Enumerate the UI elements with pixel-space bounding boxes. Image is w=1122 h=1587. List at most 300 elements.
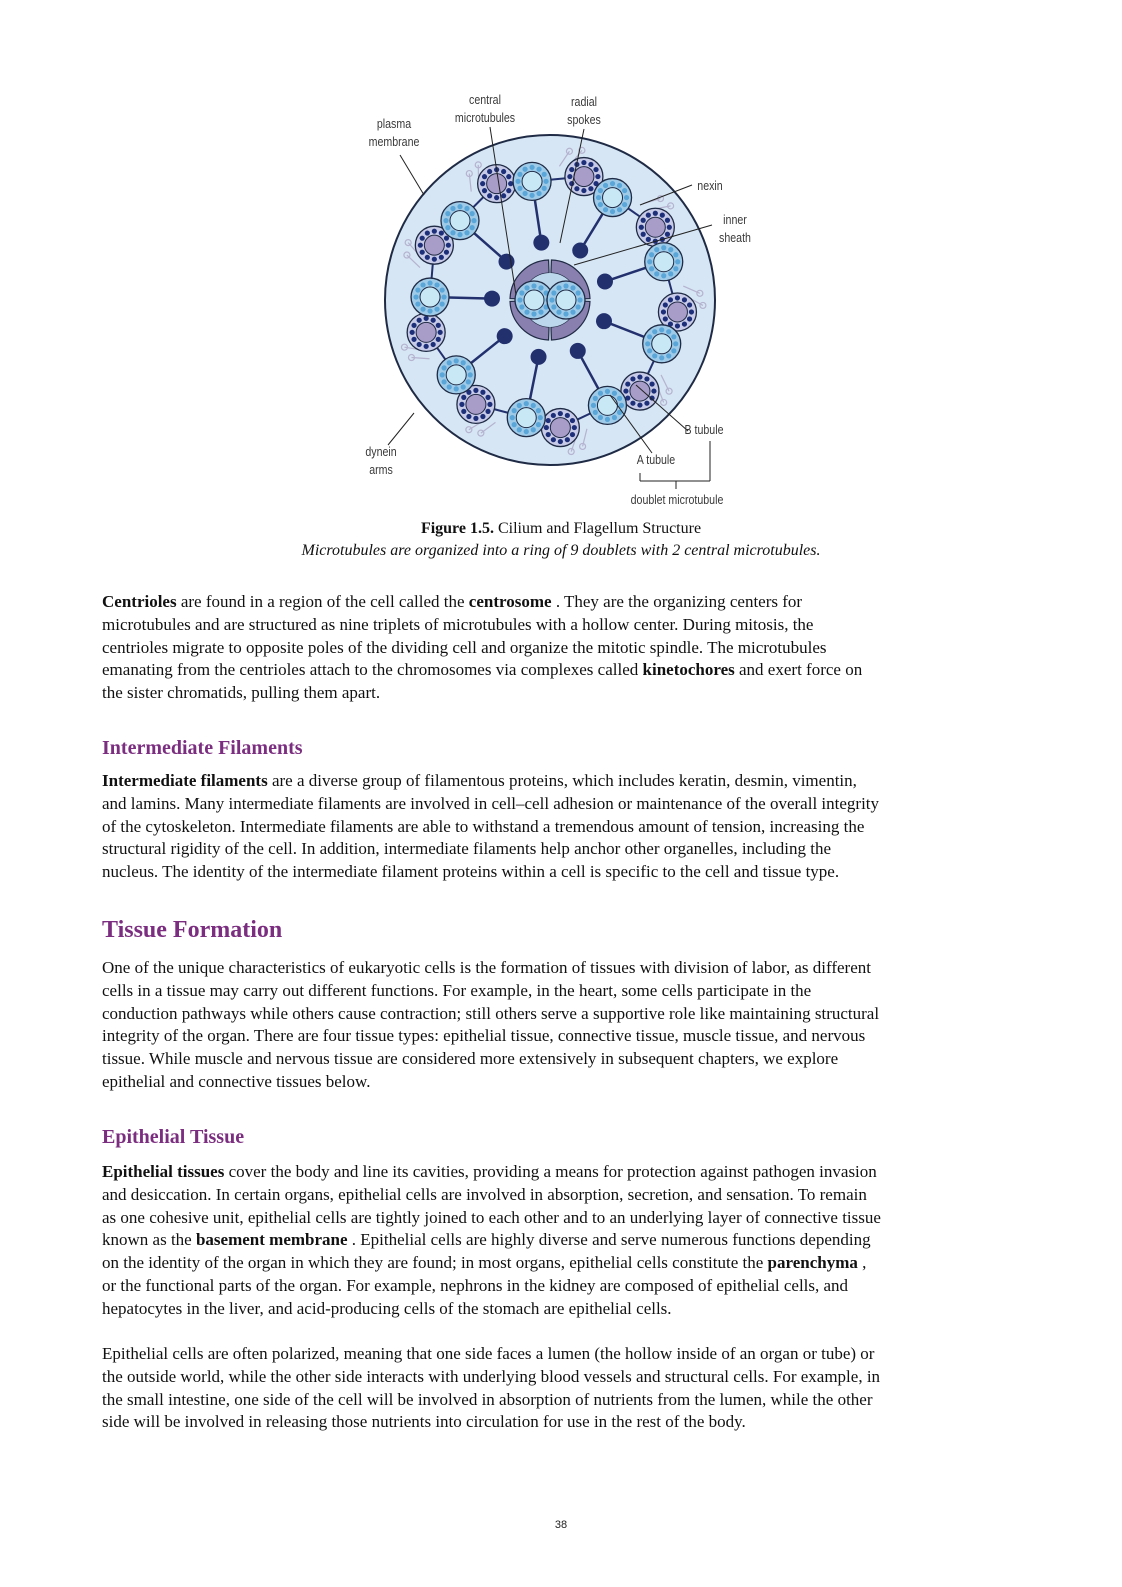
a-tubule-protofilament bbox=[612, 391, 617, 396]
b-tubule-protofilament bbox=[425, 230, 430, 235]
text-line bbox=[102, 1071, 1022, 1094]
b-tubule-protofilament bbox=[663, 316, 668, 321]
b-tubule-protofilament bbox=[546, 418, 551, 423]
a-tubule-protofilament bbox=[434, 307, 439, 312]
a-tubule-protofilament bbox=[536, 167, 541, 172]
a-tubule-protofilament bbox=[517, 403, 522, 408]
a-tubule-protofilament bbox=[457, 232, 462, 237]
label-line: sheath bbox=[719, 231, 751, 245]
a-tubule-protofilament bbox=[536, 191, 541, 196]
text-run: Epithelial cells are often polarized, meaning that one side faces a lumen (the hollow inside of an organ or tube) or bbox=[102, 1344, 875, 1363]
central-microtubule-protofilament bbox=[549, 297, 554, 302]
a-tubule-protofilament bbox=[443, 218, 448, 223]
leader-plasma-membrane bbox=[400, 155, 424, 195]
a-tubule-protofilament bbox=[454, 358, 459, 363]
text-run: structural rigidity of the cell. In addition, intermediate filaments help anchor other organelles, including the bbox=[102, 839, 832, 859]
label-line: inner bbox=[723, 213, 747, 227]
a-tubule-protofilament bbox=[605, 417, 610, 422]
a-tubule-protofilament bbox=[671, 334, 676, 339]
b-tubule-protofilament bbox=[487, 169, 492, 174]
b-tubule-protofilament bbox=[667, 225, 672, 230]
a-tubule-protofilament bbox=[461, 360, 466, 365]
a-tubule-protofilament bbox=[517, 172, 522, 177]
b-tubule-protofilament bbox=[595, 174, 600, 179]
b-tubule-protofilament bbox=[565, 437, 570, 442]
a-tubule-protofilament bbox=[666, 329, 671, 334]
a-tubule-protofilament bbox=[434, 282, 439, 287]
b-tubule-protofilament bbox=[425, 255, 430, 260]
spoke-head bbox=[572, 242, 588, 258]
a-tubule-protofilament bbox=[591, 403, 596, 408]
a-tubule-protofilament bbox=[649, 266, 654, 271]
heading-epithelial-tissue: Epithelial Tissue bbox=[102, 1126, 245, 1148]
b-tubule-protofilament bbox=[482, 188, 487, 193]
text-run: as one cohesive unit, epithelial cells are tightly joined to each other and to an underlying layer of connective tissue bbox=[102, 1207, 881, 1227]
spoke-head bbox=[596, 313, 612, 329]
text-run: cells in a tissue may carry out different functions. For example, in the heart, some cells participate in the bbox=[102, 980, 812, 1000]
text-line bbox=[102, 682, 1022, 705]
a-tubule-protofilament bbox=[464, 230, 469, 235]
text-run: are found in a region of the cell called the bbox=[176, 592, 469, 611]
central-microtubule-lumen bbox=[556, 290, 576, 310]
leader-dynein-arms bbox=[388, 413, 414, 445]
text-run: the sister chromatids, pulling them apart. bbox=[102, 683, 381, 703]
a-tubule-protofilament bbox=[610, 209, 615, 214]
a-tubule-protofilament bbox=[427, 308, 432, 313]
a-tubule-protofilament bbox=[654, 247, 659, 252]
a-tubule-protofilament bbox=[661, 245, 666, 250]
a-tubule-protofilament bbox=[415, 301, 420, 306]
b-tubule-protofilament bbox=[417, 318, 422, 323]
a-tubule-protofilament bbox=[517, 186, 522, 191]
a-tubule-protofilament bbox=[471, 218, 476, 223]
a-tubule-protofilament bbox=[470, 225, 475, 230]
text-run: cover the body and line its cavities, providing a means for protection against pathogen invasion bbox=[224, 1162, 877, 1181]
b-tubule-protofilament bbox=[574, 186, 579, 191]
a-tubule-protofilament bbox=[440, 287, 445, 292]
b-tubule-protofilament bbox=[506, 188, 511, 193]
a-tubule-protofilament bbox=[512, 408, 517, 413]
b-tubule-protofilament bbox=[630, 376, 635, 381]
b-tubule-protofilament bbox=[660, 213, 665, 218]
a-tubule-protofilament bbox=[617, 183, 622, 188]
b-tubule-protofilament bbox=[663, 302, 668, 307]
a-tubule-protofilament bbox=[536, 422, 541, 427]
a-tubule-protofilament bbox=[536, 408, 541, 413]
a-tubule-protofilament bbox=[612, 415, 617, 420]
a-tubule-protofilament bbox=[450, 230, 455, 235]
a-tubule-protofilament bbox=[413, 294, 418, 299]
label-b-tubule bbox=[679, 421, 730, 439]
b-tubule-protofilament bbox=[544, 425, 549, 430]
b-tubule-protofilament bbox=[487, 193, 492, 198]
a-tubule-protofilament bbox=[649, 252, 654, 257]
a-tubule-protofilament bbox=[454, 386, 459, 391]
a-tubule-protofilament bbox=[415, 287, 420, 292]
text-line bbox=[102, 793, 1022, 816]
central-microtubule-protofilament bbox=[524, 310, 529, 315]
a-tubule-protofilament bbox=[596, 195, 601, 200]
b-tubule-protofilament bbox=[551, 413, 556, 418]
text-run: side will be involved in releasing those nutrients into circulation for use in the rest of the body. bbox=[102, 1412, 746, 1432]
a-tubule-protofilament bbox=[515, 179, 520, 184]
b-tubule-protofilament bbox=[581, 160, 586, 165]
key-term: Centrioles bbox=[102, 592, 177, 611]
a-tubule-protofilament bbox=[538, 415, 543, 420]
label-line: dynein bbox=[365, 445, 397, 459]
b-tubule-lumen bbox=[630, 381, 650, 401]
b-tubule-protofilament bbox=[461, 409, 466, 414]
b-tubule-protofilament bbox=[411, 323, 416, 328]
central-microtubule-protofilament bbox=[519, 304, 524, 309]
b-tubule-lumen bbox=[466, 394, 486, 414]
b-tubule-protofilament bbox=[558, 439, 563, 444]
b-tubule-protofilament bbox=[625, 381, 630, 386]
a-tubule-protofilament bbox=[598, 415, 603, 420]
spoke-head bbox=[570, 343, 586, 359]
b-tubule-protofilament bbox=[593, 167, 598, 172]
b-tubule-protofilament bbox=[431, 342, 436, 347]
text-line bbox=[102, 1025, 1022, 1048]
a-tubule-protofilament bbox=[542, 186, 547, 191]
text-line bbox=[102, 1343, 1022, 1366]
a-tubule-protofilament bbox=[531, 403, 536, 408]
text-run: and exert force on bbox=[734, 660, 863, 680]
a-tubule-protofilament bbox=[529, 165, 534, 170]
spoke-head bbox=[497, 328, 513, 344]
b-tubule-protofilament bbox=[687, 316, 692, 321]
b-tubule-protofilament bbox=[485, 409, 490, 414]
b-tubule-protofilament bbox=[459, 402, 464, 407]
a-tubule-protofilament bbox=[445, 211, 450, 216]
b-tubule-protofilament bbox=[431, 318, 436, 323]
b-tubule-protofilament bbox=[446, 243, 451, 248]
label-doublet-microtubule bbox=[622, 491, 733, 509]
b-tubule-protofilament bbox=[644, 376, 649, 381]
central-microtubule-protofilament bbox=[570, 310, 575, 315]
a-tubule-protofilament bbox=[617, 207, 622, 212]
text-line bbox=[102, 614, 1022, 637]
b-tubule-protofilament bbox=[506, 174, 511, 179]
text-run: microtubules and are structured as nine triplets of microtubules with a hollow center. During mitosis, the bbox=[102, 614, 814, 634]
a-tubule-lumen bbox=[450, 211, 470, 231]
a-tubule-protofilament bbox=[647, 259, 652, 264]
b-tubule-lumen bbox=[574, 167, 594, 187]
text-run: , bbox=[857, 1253, 867, 1273]
b-tubule-protofilament bbox=[665, 232, 670, 237]
text-run: the small intestine, one side of the cell will be involved in absorption of nutrients from the lumen, while the other bbox=[102, 1389, 873, 1409]
b-tubule-lumen bbox=[550, 418, 570, 438]
text-run: emanating from the centrioles attach to the chromosomes via complexes called bbox=[102, 660, 643, 680]
text-run: or the functional parts of the organ. For example, nephrons in the kidney are composed of epithelial cells, and bbox=[102, 1275, 849, 1295]
b-tubule-protofilament bbox=[675, 323, 680, 328]
spoke-head bbox=[533, 235, 549, 251]
a-tubule-protofilament bbox=[441, 365, 446, 370]
text-line bbox=[102, 838, 1022, 861]
text-line bbox=[102, 980, 1022, 1003]
b-tubule-lumen bbox=[424, 235, 444, 255]
label-radial-spokes bbox=[559, 93, 610, 129]
text-run: and lamins. Many intermediate filaments are involved in cell–cell adhesion or maintenance of the overall integrity bbox=[102, 793, 880, 813]
b-tubule-protofilament bbox=[581, 188, 586, 193]
a-tubule-protofilament bbox=[466, 365, 471, 370]
spoke-head bbox=[597, 274, 613, 290]
central-microtubule-protofilament bbox=[563, 311, 568, 316]
b-tubule-protofilament bbox=[480, 181, 485, 186]
b-tubule-protofilament bbox=[439, 230, 444, 235]
a-tubule-protofilament bbox=[440, 301, 445, 306]
b-tubule-protofilament bbox=[637, 374, 642, 379]
a-tubule-lumen bbox=[516, 408, 536, 428]
b-tubule-protofilament bbox=[480, 414, 485, 419]
paragraph-centrioles bbox=[102, 591, 1022, 705]
b-tubule-protofilament bbox=[418, 243, 423, 248]
a-tubule-protofilament bbox=[441, 379, 446, 384]
paragraph-epithelial-tissue-2 bbox=[102, 1343, 1022, 1434]
a-tubule-protofilament bbox=[598, 188, 603, 193]
heading-tissue-formation: Tissue Formation bbox=[102, 917, 283, 943]
b-tubule-protofilament bbox=[646, 213, 651, 218]
label-line: radial bbox=[570, 95, 597, 109]
text-line bbox=[102, 861, 1022, 884]
key-term: centrosome bbox=[468, 592, 552, 611]
text-line bbox=[102, 957, 1022, 980]
text-run: . Epithelial cells are highly diverse and serve numerous functions depending bbox=[347, 1230, 871, 1250]
b-tubule-protofilament bbox=[466, 414, 471, 419]
a-tubule-protofilament bbox=[673, 266, 678, 271]
a-tubule-protofilament bbox=[598, 391, 603, 396]
figure-caption-subtitle: Microtubules are organized into a ring of 9 doublets with 2 central microtubules. bbox=[301, 542, 821, 559]
text-run: epithelial and connective tissues below. bbox=[102, 1071, 371, 1091]
paragraph-intermediate-filaments bbox=[102, 770, 1022, 884]
cilium-flagellum-diagram bbox=[340, 85, 780, 515]
label-a-tubule bbox=[631, 451, 682, 469]
a-tubule-protofilament bbox=[510, 415, 515, 420]
a-tubule-protofilament bbox=[647, 348, 652, 353]
b-tubule-protofilament bbox=[558, 411, 563, 416]
a-tubule-protofilament bbox=[617, 396, 622, 401]
central-microtubule-protofilament bbox=[531, 283, 536, 288]
text-run: on the identity of the organ in which they are found; in most organs, epithelial cells constitute the bbox=[102, 1253, 768, 1273]
a-tubule-protofilament bbox=[654, 271, 659, 276]
b-tubule-lumen bbox=[416, 322, 436, 342]
b-tubule-protofilament bbox=[570, 418, 575, 423]
central-microtubule-lumen bbox=[524, 290, 544, 310]
a-tubule-protofilament bbox=[647, 334, 652, 339]
a-tubule-protofilament bbox=[603, 183, 608, 188]
text-line bbox=[102, 1366, 1022, 1389]
text-line bbox=[102, 1161, 1022, 1184]
b-tubule-protofilament bbox=[588, 186, 593, 191]
a-tubule-protofilament bbox=[619, 403, 624, 408]
b-tubule-protofilament bbox=[546, 432, 551, 437]
label-line: A tubule bbox=[636, 453, 676, 467]
a-tubule-protofilament bbox=[529, 193, 534, 198]
central-microtubule-protofilament bbox=[576, 304, 581, 309]
a-tubule-protofilament bbox=[466, 379, 471, 384]
a-tubule-lumen bbox=[522, 171, 542, 191]
figure-caption-title bbox=[0, 518, 1122, 539]
paragraph-epithelial-tissue-1 bbox=[102, 1161, 1022, 1321]
a-tubule-protofilament bbox=[524, 401, 529, 406]
key-term: Intermediate filaments bbox=[102, 771, 268, 790]
text-line bbox=[102, 1229, 1022, 1252]
a-tubule-lumen bbox=[652, 334, 672, 354]
text-line bbox=[102, 1389, 1022, 1412]
a-tubule-protofilament bbox=[652, 329, 657, 334]
label-inner-sheath bbox=[715, 211, 754, 247]
a-tubule-protofilament bbox=[447, 360, 452, 365]
a-tubule-protofilament bbox=[673, 341, 678, 346]
label-plasma-membrane bbox=[360, 115, 428, 151]
b-tubule-protofilament bbox=[649, 381, 654, 386]
a-tubule-protofilament bbox=[441, 294, 446, 299]
b-tubule-protofilament bbox=[473, 416, 478, 421]
text-line bbox=[102, 1252, 1022, 1275]
b-tubule-protofilament bbox=[420, 250, 425, 255]
b-tubule-protofilament bbox=[411, 337, 416, 342]
a-tubule-protofilament bbox=[666, 353, 671, 358]
a-tubule-lumen bbox=[654, 252, 674, 272]
central-microtubule-protofilament bbox=[556, 310, 561, 315]
a-tubule-lumen bbox=[420, 287, 440, 307]
text-line bbox=[102, 770, 1022, 793]
b-tubule-protofilament bbox=[438, 330, 443, 335]
b-tubule-protofilament bbox=[551, 437, 556, 442]
b-tubule-protofilament bbox=[436, 323, 441, 328]
label-line: spokes bbox=[567, 113, 601, 127]
b-tubule-protofilament bbox=[485, 395, 490, 400]
b-tubule-protofilament bbox=[480, 390, 485, 395]
a-tubule-protofilament bbox=[622, 188, 627, 193]
b-tubule-protofilament bbox=[675, 295, 680, 300]
b-tubule-protofilament bbox=[494, 195, 499, 200]
central-microtubule-protofilament bbox=[531, 311, 536, 316]
b-tubule-protofilament bbox=[661, 309, 666, 314]
a-tubule-protofilament bbox=[645, 341, 650, 346]
label-line: membrane bbox=[368, 135, 420, 149]
a-tubule-protofilament bbox=[512, 422, 517, 427]
label-line: B tubule bbox=[684, 423, 724, 437]
a-tubule-protofilament bbox=[420, 282, 425, 287]
central-microtubule-protofilament bbox=[517, 297, 522, 302]
a-tubule-protofilament bbox=[440, 372, 445, 377]
b-tubule-protofilament bbox=[623, 388, 628, 393]
b-tubule-protofilament bbox=[432, 257, 437, 262]
b-tubule-protofilament bbox=[646, 237, 651, 242]
a-tubule-protofilament bbox=[671, 348, 676, 353]
a-tubule-protofilament bbox=[427, 280, 432, 285]
spoke-head bbox=[484, 291, 500, 307]
text-line bbox=[102, 1048, 1022, 1071]
b-tubule-protofilament bbox=[639, 225, 644, 230]
a-tubule-protofilament bbox=[668, 271, 673, 276]
text-run: are a diverse group of filamentous proteins, which includes keratin, desmin, vimentin, bbox=[267, 771, 857, 790]
a-tubule-protofilament bbox=[659, 327, 664, 332]
b-tubule-protofilament bbox=[501, 193, 506, 198]
central-microtubule-protofilament bbox=[551, 304, 556, 309]
central-microtubule-protofilament bbox=[519, 290, 524, 295]
b-tubule-protofilament bbox=[410, 330, 415, 335]
text-line bbox=[102, 659, 1022, 682]
a-tubule-protofilament bbox=[543, 179, 548, 184]
a-tubule-protofilament bbox=[445, 225, 450, 230]
b-tubule-protofilament bbox=[682, 321, 687, 326]
central-microtubule-protofilament bbox=[538, 285, 543, 290]
text-line bbox=[102, 1184, 1022, 1207]
text-line bbox=[102, 1411, 1022, 1434]
b-tubule-protofilament bbox=[501, 169, 506, 174]
b-tubule-protofilament bbox=[424, 344, 429, 349]
b-tubule-protofilament bbox=[432, 229, 437, 234]
a-tubule-protofilament bbox=[675, 259, 680, 264]
b-tubule-protofilament bbox=[668, 297, 673, 302]
a-tubule-protofilament bbox=[457, 204, 462, 209]
text-run: the outside world, while the other side interacts with underlying blood vessels and structural cells. For example, in bbox=[102, 1366, 881, 1386]
b-tubule-protofilament bbox=[651, 388, 656, 393]
central-microtubule-protofilament bbox=[576, 290, 581, 295]
text-run: integrity of the organ. There are four tissue types: epithelial tissue, connective tissue, muscle tissue, and nervous bbox=[102, 1026, 866, 1046]
a-tubule-protofilament bbox=[450, 206, 455, 211]
text-line bbox=[102, 1207, 1022, 1230]
key-term: parenchyma bbox=[767, 1253, 858, 1273]
b-tubule-protofilament bbox=[687, 302, 692, 307]
b-tubule-protofilament bbox=[565, 413, 570, 418]
b-tubule-protofilament bbox=[569, 167, 574, 172]
text-line bbox=[102, 1003, 1022, 1026]
label-line: nexin bbox=[697, 179, 723, 193]
b-tubule-protofilament bbox=[665, 218, 670, 223]
a-tubule-protofilament bbox=[624, 195, 629, 200]
text-line bbox=[102, 816, 1022, 839]
a-tubule-protofilament bbox=[464, 206, 469, 211]
b-tubule-lumen bbox=[667, 302, 687, 322]
a-tubule-protofilament bbox=[470, 211, 475, 216]
b-tubule-protofilament bbox=[588, 162, 593, 167]
central-microtubule-protofilament bbox=[538, 310, 543, 315]
a-tubule-protofilament bbox=[673, 252, 678, 257]
a-tubule-lumen bbox=[446, 365, 466, 385]
label-central-microtubules bbox=[447, 91, 524, 127]
central-microtubule-protofilament bbox=[524, 285, 529, 290]
a-tubule-protofilament bbox=[531, 427, 536, 432]
text-run: nucleus. The identity of the intermediate filament proteins within a cell is specific to the cell and tissue type. bbox=[102, 862, 840, 882]
b-tubule-protofilament bbox=[572, 425, 577, 430]
b-tubule-protofilament bbox=[653, 211, 658, 216]
text-run: of the cytoskeleton. Intermediate filaments are able to withstand a tremendous amount of tension, increasing the bbox=[102, 816, 865, 836]
b-tubule-protofilament bbox=[682, 297, 687, 302]
a-tubule-protofilament bbox=[661, 273, 666, 278]
spoke-head bbox=[531, 349, 547, 365]
text-run: and desiccation. In certain organs, epithelial cells are involved in absorption, secretion, and sensation. To remain bbox=[102, 1184, 867, 1204]
text-run: . They are the organizing centers for bbox=[551, 592, 803, 611]
a-tubule-protofilament bbox=[517, 427, 522, 432]
a-tubule-lumen bbox=[597, 395, 617, 415]
b-tubule-protofilament bbox=[473, 388, 478, 393]
b-tubule-protofilament bbox=[439, 255, 444, 260]
b-tubule-protofilament bbox=[689, 309, 694, 314]
text-run: centrioles migrate to opposite poles of the dividing cell and organize the mitotic spindle. The microtubules bbox=[102, 637, 827, 657]
a-tubule-protofilament bbox=[420, 307, 425, 312]
text-run: hepatocytes in the liver, and acid-producing cells of the stomach are epithelial cells. bbox=[102, 1298, 672, 1318]
a-tubule-protofilament bbox=[668, 247, 673, 252]
a-tubule-protofilament bbox=[605, 389, 610, 394]
figure-number: Figure 1.5. bbox=[420, 520, 494, 537]
a-tubule-protofilament bbox=[542, 172, 547, 177]
a-tubule-lumen bbox=[603, 188, 623, 208]
b-tubule-protofilament bbox=[644, 401, 649, 406]
b-tubule-protofilament bbox=[461, 395, 466, 400]
